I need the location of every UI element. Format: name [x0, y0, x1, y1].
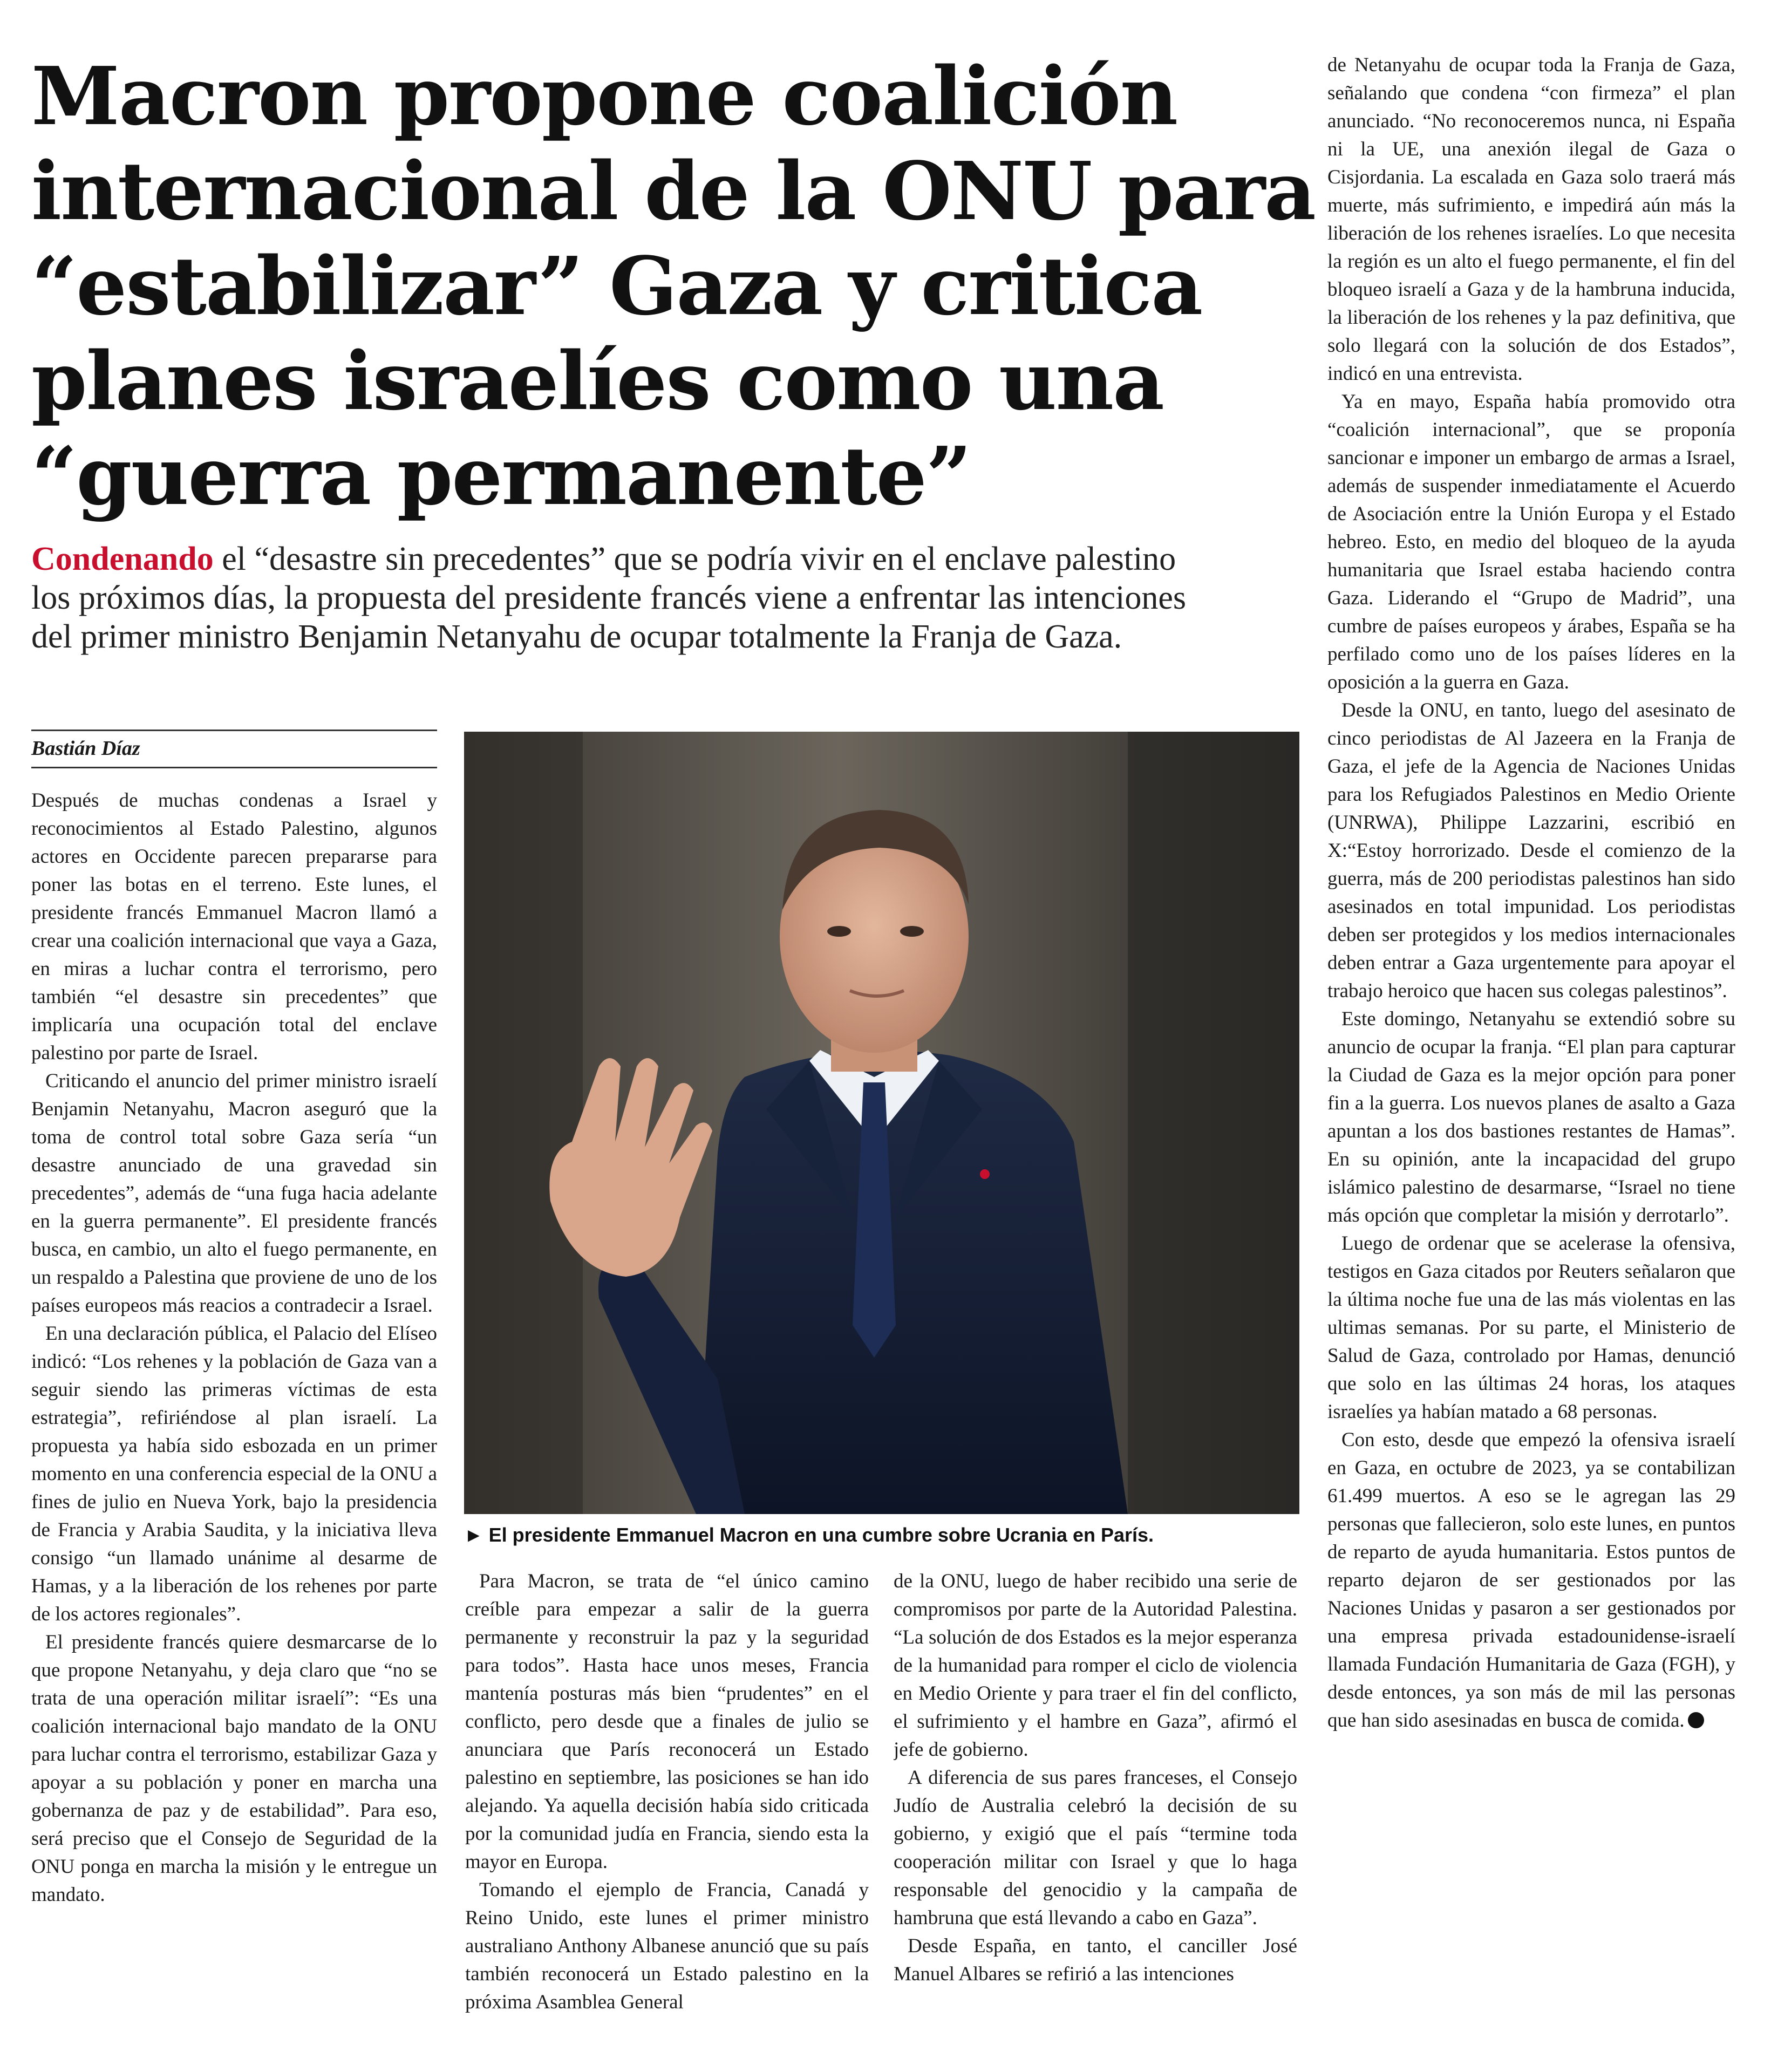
- lede-lead-word: Condenando: [31, 541, 214, 577]
- article-photo: [464, 732, 1299, 1514]
- article-column-2: [465, 1567, 869, 2042]
- paragraph: El presidente francés quiere desmarcarse de lo que propone Netanyahu, y deja claro que “no se trata de una operación militar israelí”: “Es una coalición internacional bajo mandato de la ONU para luchar contra el terrorismo, estabilizar Gaza y apoyar a su población y poner en marcha una gobernanza de paz y de estabilidad”. Para eso, será preciso que el Consejo de Seguridad de la ONU ponga en marcha la misión y le entregue un mandato.: [31, 1631, 437, 1906]
- paragraph: [1327, 1426, 1735, 1735]
- macron-photo-illustration: [464, 732, 1299, 1514]
- paragraph-text: Con esto, desde que empezó la ofensiva israelí en Gaza, en octubre de 2023, ya se contabilizan 61.499 muertos. A eso se le agregan las 29 personas que fallecieron, solo este lunes, en puntos de reparto de ayuda humanitaria. Estos puntos de reparto dejaron de ser gestionados por las Naciones Unidas y pasaron a ser gestionados por una empresa privada estadounidense-israelí llamada Fundación Humanitaria de Gaza (FGH), y desde entonces, ya son más de mil las personas que han sido asesinadas en busca de comida.: [1327, 1429, 1735, 1732]
- paragraph: Después de muchas condenas a Israel y reconocimientos al Estado Palestino, algunos actores en Occidente parecen prepararse para poner las botas en el terreno. Este lunes, el presidente francés Emmanuel Macron llamó a crear una coalición internacional que vaya a Gaza, en miras a luchar contra el terrorismo, pero también “el desastre sin precedentes” que implicaría una ocupación total del enclave palestino por parte de Israel.: [31, 789, 437, 1064]
- paragraph: En una declaración pública, el Palacio del Elíseo indicó: “Los rehenes y la población de Gaza van a seguir siendo las primeras víctimas de esta estrategia”, refiriéndose al plan israelí. La propuesta ya había sido esbozada en un primer momento en una conferencia especial de la ONU a fines de julio en Nueva York, bajo la presidencia de Francia y Arabia Saudita, y la iniciativa lleva consigo “un llamado unánime al desarme de Hamas, y a la liberación de los rehenes por parte de los actores regionales”.: [31, 1323, 437, 1625]
- article-column-3: [894, 1567, 1297, 2042]
- headline-line: Macron propone coalición: [31, 49, 1177, 143]
- headline-line: “guerra permanente”: [31, 429, 971, 523]
- paragraph: Este domingo, Netanyahu se extendió sobre su anuncio de ocupar la franja. “El plan para capturar la Ciudad de Gaza es la mejor opción para poner fin a la guerra. Los nuevos planes de asalto a Gaza apuntan a los dos bastiones restantes de Hamas”. En su opinión, ante la incapacidad del grupo islámico palestino de desarmarse, “Israel no tiene más opción que completar la misión y derrotarlo”.: [1327, 1008, 1735, 1226]
- article-column-1: [31, 787, 437, 2044]
- paragraph: Tomando el ejemplo de Francia, Canadá y Reino Unido, este lunes el primer ministro australiano Anthony Albanese anunció que su país también reconocerá un Estado palestino en la próxima Asamblea General: [465, 1879, 869, 2013]
- paragraph: de Netanyahu de ocupar toda la Franja de Gaza, señalando que condena “con firmeza” el plan anunciado. “No reconoceremos nunca, ni España ni la UE, una anexión ilegal de Gaza o Cisjordania. La escalada en Gaza solo traerá más muerte, más sufrimiento, e impedirá aún más la liberación de los rehenes israelíes. Lo que necesita la región es un alto el fuego permanente, el fin del bloqueo israelí a Gaza y de la hambruna inducida, la liberación de los rehenes y la paz definitiva, que solo llegará con la solución de dos Estados”, indicó en una entrevista.: [1327, 54, 1735, 385]
- headline-line: planes israelíes como una: [31, 334, 1164, 428]
- headline-line: “estabilizar” Gaza y critica: [31, 239, 1202, 333]
- paragraph: Desde la ONU, en tanto, luego del asesinato de cinco periodistas de Al Jazeera en la Franja de Gaza, el jefe de la Agencia de Naciones Unidas para los Refugiados Palestinos en Medio Oriente (UNRWA), Philippe Lazzarini, escribió en X:“Estoy horrorizado. Desde el comienzo de la guerra, más de 200 periodistas palestinos han sido asesinados en total impunidad. Los periodistas deben ser protegidos y los medios internacionales deben entrar a Gaza urgentemente para apoyar el trabajo heroico que hacen sus colegas palestinos”.: [1327, 699, 1735, 1002]
- paragraph: Ya en mayo, España había promovido otra “coalición internacional”, que se proponía sancionar e imponer un embargo de armas a Israel, además de suspender inmediatamente el Acuerdo de Asociación entre la Unión Europa y el Estado hebreo. Esto, en medio del bloqueo de la ayuda humanitaria que Israel estaba haciendo contra Gaza. Liderando el “Grupo de Madrid”, una cumbre de países europeos y árabes, España se ha perfilado como uno de los países líderes en la oposición a la guerra en Gaza.: [1327, 391, 1735, 693]
- headline: [31, 49, 1315, 523]
- paragraph: Para Macron, se trata de “el único camino creíble para empezar a salir de la guerra permanente y reconstruir la paz y la seguridad para todos”. Hasta hace unos meses, Francia mantenía posturas más bien “prudentes” en el conflicto, pero desde que a finales de julio se anunciara que París reconocerá un Estado palestino en septiembre, las posiciones se han ido alejando. Ya aquella decisión había sido criticada por la comunidad judía en Francia, siendo esta la mayor en Europa.: [465, 1570, 869, 1873]
- headline-line: internacional de la ONU para: [31, 144, 1315, 238]
- end-of-article-icon: [1688, 1712, 1704, 1728]
- lede-line: los próximos días, la propuesta del presidente francés viene a enfrentar las intenciones: [31, 580, 1186, 616]
- paragraph: de la ONU, luego de haber recibido una serie de compromisos por parte de la Autoridad Palestina. “La solución de dos Estados es la mejor esperanza de la humanidad para romper el ciclo de violencia en Medio Oriente y para traer el fin del conflicto, el sufrimiento y el hambre en Gaza”, afirmó el jefe de gobierno.: [894, 1570, 1297, 1761]
- photo-caption: ► El presidente Emmanuel Macron en una cumbre sobre Ucrania en París.: [464, 1524, 1154, 1546]
- lede-line-1-text: el “desastre sin precedentes” que se podría vivir en el enclave palestino: [213, 541, 1176, 577]
- lede: [31, 540, 1289, 656]
- lede-line: del primer ministro Benjamin Netanyahu de ocupar totalmente la Franja de Gaza.: [31, 618, 1122, 655]
- byline: Bastián Díaz: [31, 730, 437, 768]
- article-column-4: [1327, 51, 1735, 2042]
- paragraph: Desde España, en tanto, el canciller José Manuel Albares se refirió a las intenciones: [894, 1935, 1297, 1985]
- paragraph: A diferencia de sus pares franceses, el Consejo Judío de Australia celebró la decisión de su gobierno, y exigió que el país “termine toda cooperación militar con Israel y que lo haga responsable del genocidio y la campaña de hambruna que está llevando a cabo en Gaza”.: [894, 1767, 1297, 1929]
- lede-line: [31, 540, 1289, 578]
- paragraph: Criticando el anuncio del primer ministro israelí Benjamin Netanyahu, Macron aseguró que la toma de control total sobre Gaza sería “un desastre anunciado de una gravedad sin precedentes”, además de “una fuga hacia adelante en la guerra permanente”. El presidente francés busca, en cambio, un alto el fuego permanente, en un respaldo a Palestina que proviene de uno de los países europeos más reacios a contradecir a Israel.: [31, 1070, 437, 1317]
- paragraph: Luego de ordenar que se acelerase la ofensiva, testigos en Gaza citados por Reuters señalaron que la última noche fue una de las más violentas en las ultimas semanas. Por su parte, el Ministerio de Salud de Gaza, controlado por Hamas, denunció que solo en las últimas 24 horas, los ataques israelíes ya habían matado a 68 personas.: [1327, 1232, 1735, 1423]
